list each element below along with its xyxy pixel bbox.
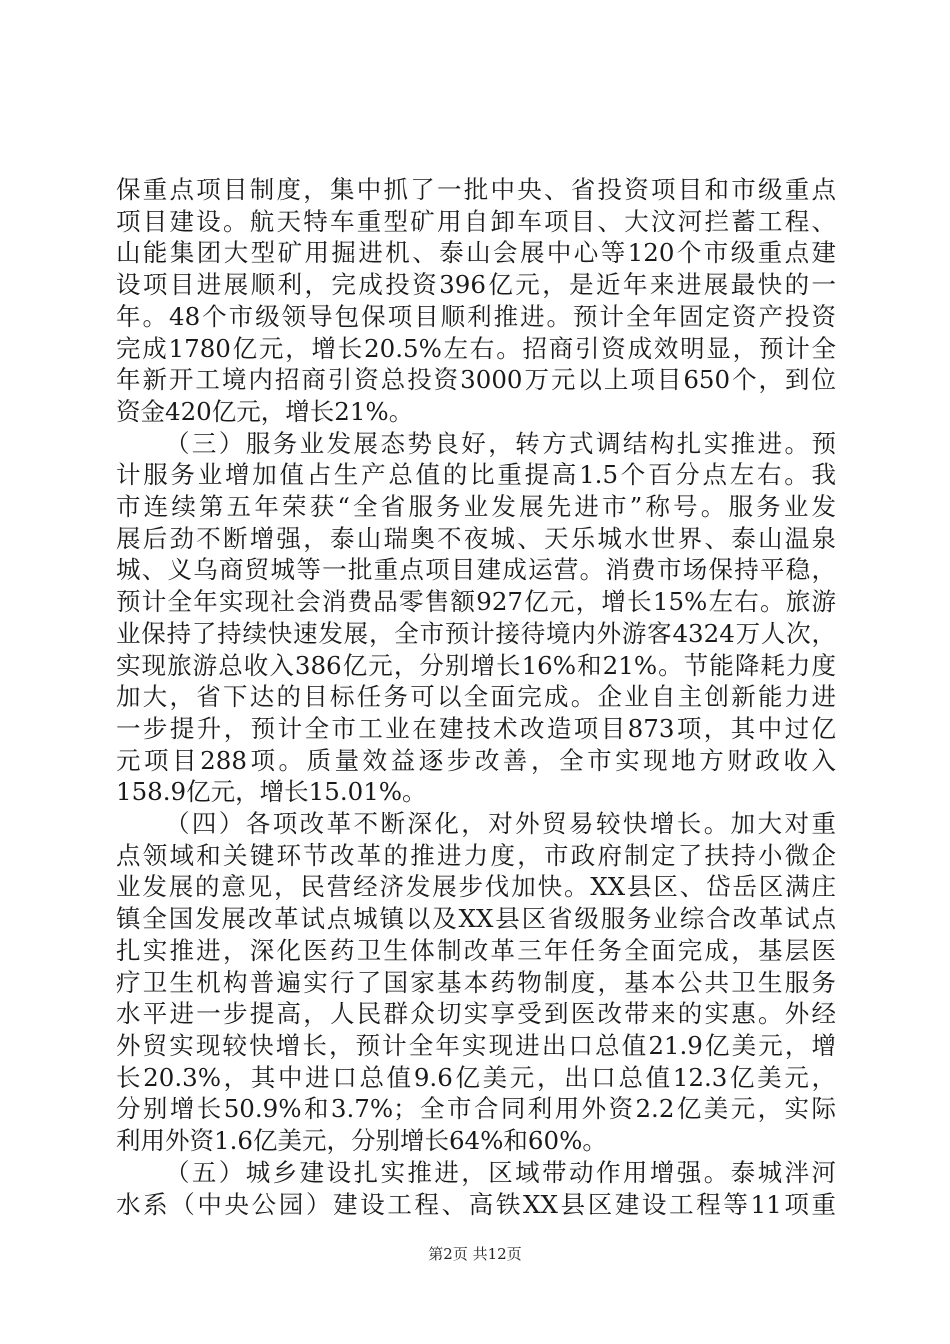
text-line: 山能集团大型矿用掘进机、泰山会展中心等120个市级重点建 [116,238,836,268]
paragraph-heading-line: （三）服务业发展态势良好，转方式调结构扎实推进。预 [165,428,836,458]
text-line: 资金420亿元，增长21%。 [116,396,414,426]
text-line: 疗卫生机构普遍实行了国家基本药物制度，基本公共卫生服务 [116,967,836,997]
text-line: 镇全国发展改革试点城镇以及XX县区省级服务业综合改革试点 [116,904,836,934]
text-line: 一步提升，预计全市工业在建技术改造项目873项，其中过亿 [116,713,836,743]
text-line: 水平进一步提高，人民群众切实享受到医改带来的实惠。外经 [116,999,836,1029]
text-line: 外贸实现较快增长，预计全年实现进出口总值21.9亿美元，增 [116,1030,836,1060]
paragraph-heading-line: （四）各项改革不断深化，对外贸易较快增长。加大对重 [165,809,836,839]
body-text [116,174,836,1220]
text-line: 业发展的意见，民营经济发展步伐加快。XX县区、岱岳区满庄 [116,872,836,902]
text-line: 元项目288项。质量效益逐步改善，全市实现地方财政收入 [116,745,836,775]
page-number-footer: 第2页 共12页 [428,1245,522,1263]
text-line: 完成1780亿元，增长20.5%左右。招商引资成效明显，预计全 [116,333,836,363]
text-line: 扎实推进，深化医药卫生体制改革三年任务全面完成，基层医 [116,935,836,965]
text-line: 计服务业增加值占生产总值的比重提高1.5个百分点左右。我 [116,460,836,490]
text-line: 加大，省下达的目标任务可以全面完成。企业自主创新能力进 [116,682,836,712]
text-line: 保重点项目制度，集中抓了一批中央、省投资项目和市级重点 [116,175,836,204]
text-line: 长20.3%，其中进口总值9.6亿美元，出口总值12.3亿美元， [116,1062,836,1092]
text-line: 设项目进展顺利，完成投资396亿元，是近年来进展最快的一 [116,270,836,300]
text-line: 实现旅游总收入386亿元，分别增长16%和21%。节能降耗力度 [116,650,836,680]
text-line: 年新开工境内招商引资总投资3000万元以上项目650个，到位 [116,365,836,395]
text-line: 城、义乌商贸城等一批重点项目建成运营。消费市场保持平稳， [116,555,836,585]
text-line: 158.9亿元，增长15.01%。 [116,777,427,807]
text-line: 年。48个市级领导包保项目顺利推进。预计全年固定资产投资 [116,301,836,331]
text-line: 项目建设。航天特车重型矿用自卸车项目、大汶河拦蓄工程、 [116,206,836,236]
text-line: 点领域和关键环节改革的推进力度，市政府制定了扶持小微企 [116,840,836,870]
text-line: 业保持了持续快速发展，全市预计接待境内外游客4324万人次， [116,618,836,648]
text-line: 市连续第五年荣获“全省服务业发展先进市”称号。服务业发 [116,492,836,522]
text-line: 利用外资1.6亿美元，分别增长64%和60%。 [116,1126,607,1156]
text-line: 水系（中央公园）建设工程、高铁XX县区建设工程等11项重 [116,1189,836,1219]
text-line: 分别增长50.9%和3.7%；全市合同利用外资2.2亿美元，实际 [116,1094,836,1124]
text-line: 预计全年实现社会消费品零售额927亿元，增长15%左右。旅游 [116,587,836,617]
text-line: 展后劲不断增强，泰山瑞奥不夜城、天乐城水世界、泰山温泉 [116,523,836,553]
paragraph-heading-line: （五）城乡建设扎实推进，区域带动作用增强。泰城泮河 [165,1157,836,1187]
